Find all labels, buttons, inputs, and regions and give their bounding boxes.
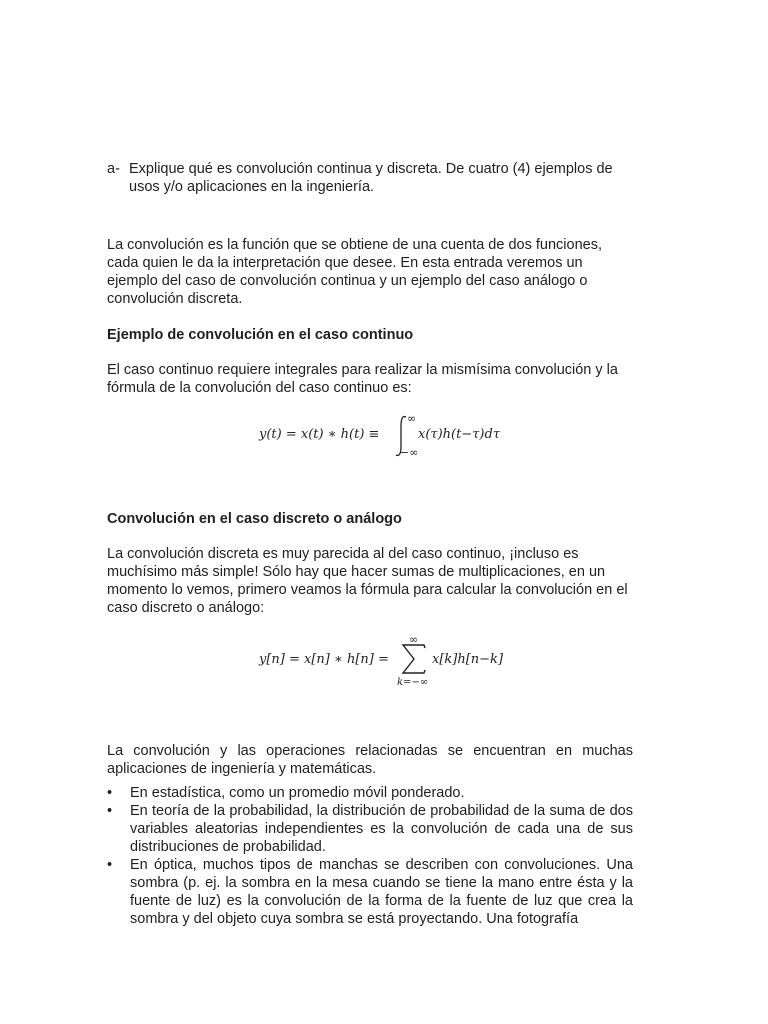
bullet-icon: •: [107, 857, 113, 873]
question-item: [107, 160, 637, 196]
list-item-text: En óptica, muchos tipos de manchas se describen con convoluciones. Una sombra (p. ej. la sombra en la mesa cuando se tiene la mano entre ésta y la fuente de luz) es la convolución de la forma de la fuente de luz que crea la sombra y del objeto cuya sombra se está proyectando. Una fotografía: [130, 857, 633, 927]
list-item: [107, 784, 633, 802]
question-text: Explique qué es convolución continua y discreta. De cuatro (4) ejemplos de usos y/o aplicaciones en la ingeniería.: [129, 161, 613, 195]
discrete-paragraph: La convolución discreta es muy parecida al del caso continuo, ¡incluso es muchísimo más simple! Sólo hay que hacer sumas de multiplicaciones, en un momento lo vemos, primero veamos la fórmula para calcular la convolución en el caso discreto o análogo:: [107, 546, 628, 616]
list-item: [107, 802, 633, 856]
discrete-formula-lhs: y[n] = x[n] ∗ h[n] =: [259, 652, 389, 667]
summation-sign-icon: [401, 644, 427, 674]
list-item-text: En teoría de la probabilidad, la distribución de probabilidad de la suma de dos variables aleatorias independientes es la convolución de cada una de sus distribuciones de probabilidad.: [130, 803, 633, 855]
continuous-paragraph: El caso continuo requiere integrales para realizar la mismísima convolución y la fórmula de la convolución del caso continuo es:: [107, 362, 618, 396]
bullet-icon: •: [107, 785, 113, 801]
question-marker: a-: [107, 161, 120, 177]
applications-paragraph: La convolución y las operaciones relacionadas se encuentran en muchas aplicaciones de ingeniería y matemáticas.: [107, 743, 633, 777]
integral-lower-limit: −∞: [400, 446, 419, 459]
sum-lower-limit: k=−∞: [397, 677, 429, 688]
continuous-integrand: x(τ)h(t−τ)dτ: [418, 427, 501, 442]
discrete-formula: [0, 632, 768, 690]
discrete-heading: Convolución en el caso discreto o análogo: [107, 511, 402, 527]
applications-list: [107, 784, 633, 928]
continuous-formula-lhs: y(t) = x(t) ∗ h(t) ≡: [259, 427, 380, 442]
intro-paragraph: La convolución es la función que se obtiene de una cuenta de dos funciones, cada quien le da la interpretación que desee. En esta entrada veremos un ejemplo del caso de convolución continua y un ejemplo del caso análogo o convolución discreta.: [107, 237, 602, 307]
bullet-icon: •: [107, 803, 113, 819]
integral-upper-limit: ∞: [407, 412, 417, 425]
continuous-heading: Ejemplo de convolución en el caso continuo: [107, 327, 414, 343]
list-item: [107, 856, 633, 928]
sum-upper-limit: ∞: [409, 633, 419, 646]
continuous-formula: [0, 412, 768, 460]
discrete-summand: x[k]h[n−k]: [432, 652, 504, 667]
list-item-text: En estadística, como un promedio móvil ponderado.: [130, 785, 465, 801]
